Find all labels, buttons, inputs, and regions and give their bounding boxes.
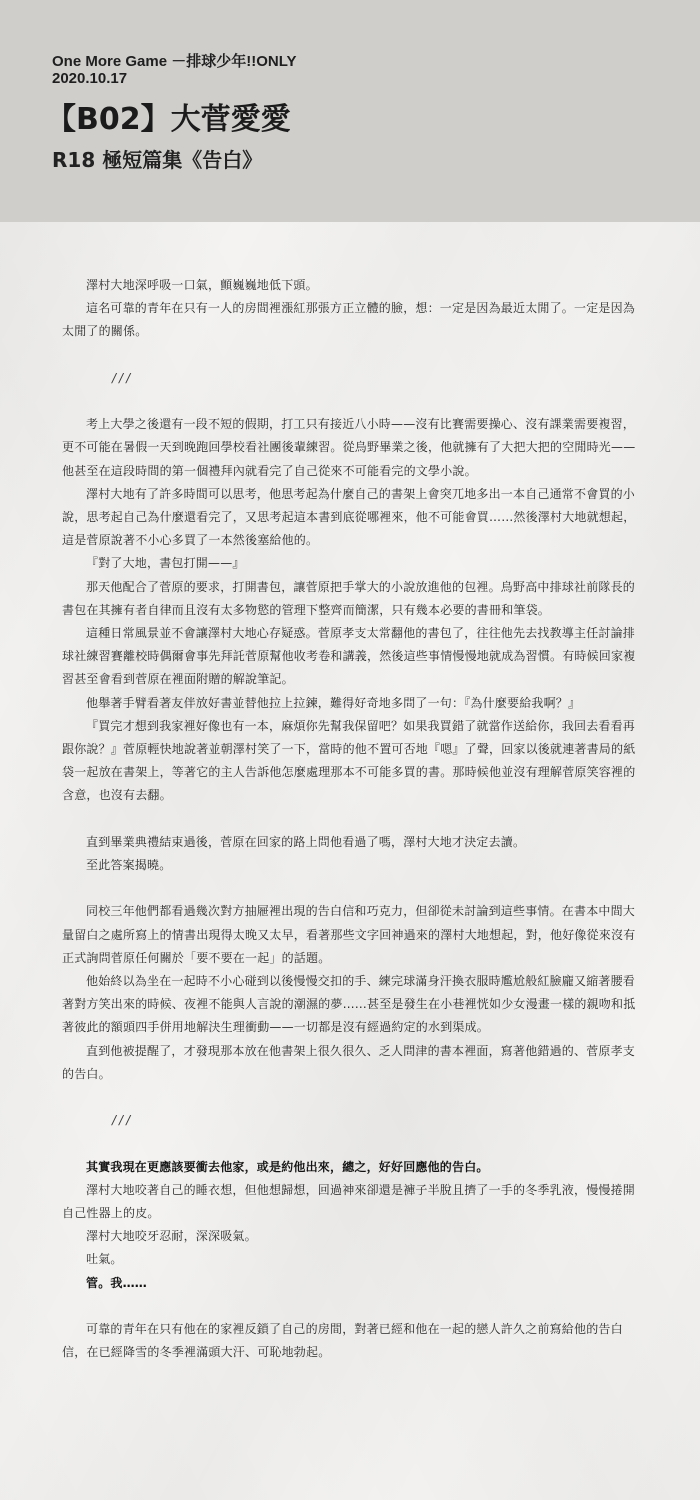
paragraph: 這種日常風景並不會讓澤村大地心存疑惑。菅原孝支太常翻他的書包了，往往他先去找教導主任討論排球社練習賽離校時偶爾會事先拜託菅原幫他收考卷和講義，然後這些事情慢慢地就成為習慣。有時候回家複習甚至會看到菅原在裡面附贈的解說筆記。 — [62, 626, 636, 687]
paragraph: 澤村大地咬牙忍耐，深深吸氣。 — [86, 1229, 257, 1244]
story-text — [62, 274, 640, 1364]
event-date: 2020.10.17 — [52, 70, 128, 87]
book-subtitle: R18 極短篇集《告白》 — [52, 148, 263, 172]
paragraph: 『買完才想到我家裡好像也有一本，麻煩你先幫我保留吧？如果我買錯了就當作送給你，我回去看看再跟你說？』菅原輕快地說著並朝澤村笑了一下，當時的他不置可否地『嗯』了聲，回家以後就連著書局的紙袋一起放在書架上，等著它的主人告訴他怎麼處理那本不可能多買的書。那時候他並沒有理解菅原笑容裡的含意，也沒有去翻。 — [62, 718, 636, 803]
paragraph-bold: 管。我…… — [86, 1275, 148, 1290]
paragraph: 他舉著手臂看著友伴放好書並替他拉上拉鍊，難得好奇地多問了一句：『為什麼要給我啊？』 — [86, 695, 581, 710]
spacer — [62, 1086, 640, 1109]
paragraph: 直到畢業典禮結束過後，菅原在回家的路上問他看過了嗎，澤村大地才決定去讀。 — [86, 834, 526, 849]
paragraph: 澤村大地有了許多時間可以思考，他思考起為什麼自己的書架上會突兀地多出一本自己通常不會買的小說，思考起自己為什麼還看完了，又思考起這本書到底從哪裡來，他不可能會買……然後澤村大地就想起，這是菅原說著不小心多買了一本然後塞給他的。 — [62, 486, 636, 548]
paragraph: 吐氣。 — [86, 1252, 123, 1267]
spacer — [62, 390, 640, 413]
spacer — [62, 1295, 640, 1318]
spacer — [62, 808, 640, 831]
header-banner — [0, 0, 700, 222]
paragraph-bold: 其實我現在更應該要衝去他家，或是約他出來，總之，好好回應他的告白。 — [86, 1159, 489, 1174]
event-name: One More Game －排球少年!!ONLY — [52, 53, 297, 70]
paragraph: 澤村大地咬著自己的睡衣想，但他想歸想，回過神來卻還是褲子半脫且擠了一手的冬季乳液，慢慢捲開自己性器上的皮。 — [62, 1182, 636, 1221]
spacer — [62, 344, 640, 367]
paragraph: 『對了大地，書包打開——』 — [86, 556, 245, 571]
paragraph: 同校三年他們都看過幾次對方抽屜裡出現的告白信和巧克力，但卻從未討論到這些事情。在書本中間大量留白之處所寫上的情書出現得太晚又太早，看著那些文字回神過來的澤村大地想起，對，他好像從來沒有正式詢問菅原任何關於「要不要在一起」的話題。 — [62, 904, 636, 965]
paragraph: 那天他配合了菅原的要求，打開書包，讓菅原把手掌大的小說放進他的包裡。烏野高中排球社前隊長的書包在其擁有者自律而且沒有太多物慾的管理下整齊而簡潔，只有幾本必要的書冊和筆袋。 — [62, 579, 636, 617]
section-separator: /// — [112, 1113, 134, 1128]
paragraph: 直到他被提醒了，才發現那本放在他書架上很久很久、乏人問津的書本裡面，寫著他錯過的、菅原孝支的告白。 — [62, 1043, 636, 1081]
paragraph: 至此答案揭曉。 — [86, 858, 172, 873]
spacer — [62, 1132, 640, 1155]
paragraph: 他始終以為坐在一起時不小心碰到以後慢慢交扣的手、練完球滿身汗換衣服時尷尬般紅臉龐又縮著腰看著對方笑出來的時候、夜裡不能與人言說的潮濕的夢……甚至是發生在小巷裡恍如少女漫畫一樣的親吻和抵著彼此的額頭四手併用地解決生理衝動——一切都是沒有經過約定的水到渠成。 — [62, 974, 636, 1035]
paragraph: 考上大學之後還有一段不短的假期，打工只有接近八小時——沒有比賽需要操心、沒有課業需要複習，更不可能在暑假一天到晚跑回學校看社團後輩練習。從烏野畢業之後，他就擁有了大把大把的空閒時光——他甚至在這段時間的第一個禮拜內就看完了自己從來不可能看完的文學小說。 — [62, 417, 636, 478]
paragraph: 這名可靠的青年在只有一人的房間裡漲紅那張方正立體的臉，想：一定是因為最近太閒了。一定是因為太閒了的關係。 — [62, 301, 636, 339]
section-separator: /// — [112, 370, 134, 385]
paragraph: 可靠的青年在只有他在的家裡反鎖了自己的房間，對著已經和他在一起的戀人許久之前寫給他的告白信，在已經降雪的冬季裡滿頭大汗、可恥地勃起。 — [62, 1322, 623, 1360]
booth-title: 【B02】大菅愛愛 — [46, 102, 291, 137]
paragraph: 澤村大地深呼吸一口氣，顫巍巍地低下頭。 — [86, 278, 318, 292]
spacer — [62, 877, 640, 900]
